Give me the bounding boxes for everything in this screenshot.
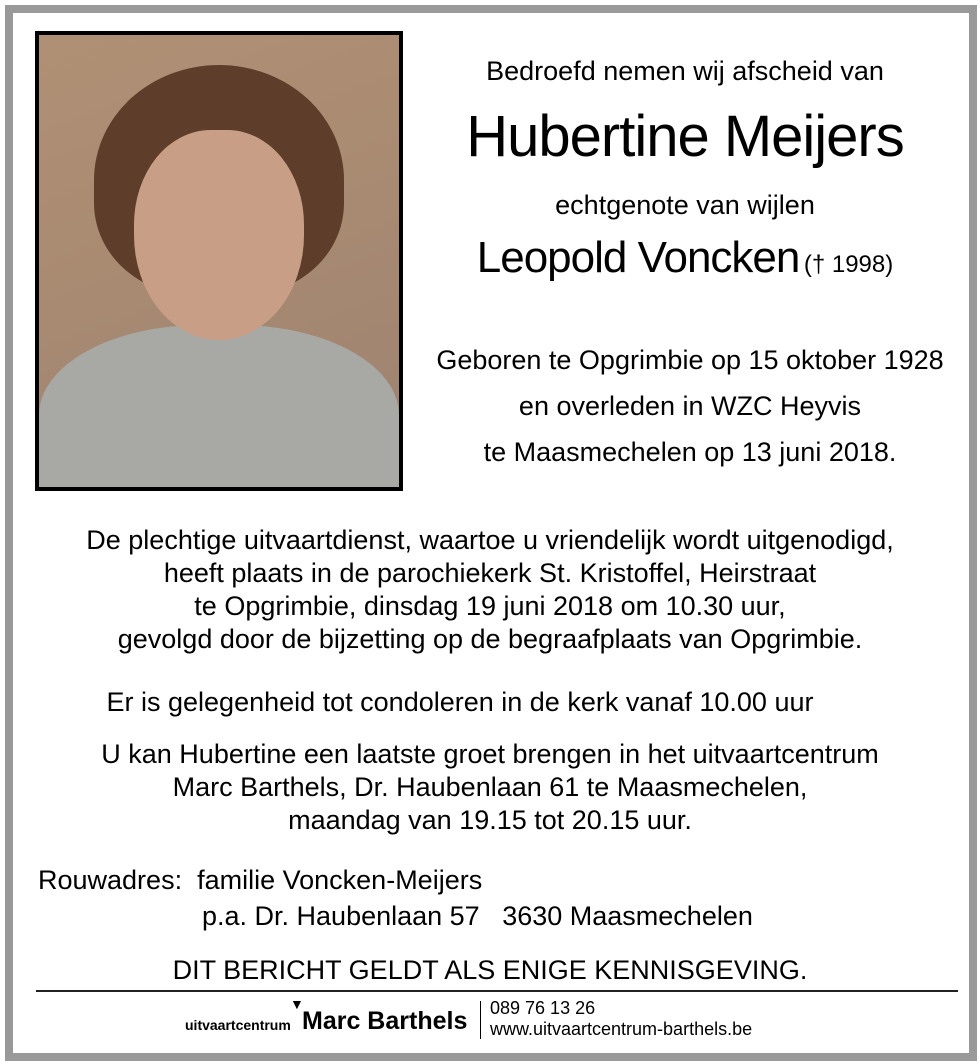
- farewell-info: U kan Hubertine een laatste groet brengen in het uitvaartcentrum Marc Barthels, Dr. Haubenlaan 61 te Maasmechelen, maandag van 19.15 tot 20.15 uur.: [101, 739, 879, 835]
- notice-text: DIT BERICHT GELDT ALS ENIGE KENNISGEVING.: [172, 955, 808, 985]
- deceased-name: Hubertine Meijers: [466, 104, 904, 169]
- triangle-icon: ▼: [290, 996, 304, 1012]
- phone: 089 76 13 26: [490, 998, 596, 1018]
- service-info: De plechtige uitvaartdienst, waartoe u vriendelijk wordt uitgenodigd, heeft plaats in de parochiekerk St. Kristoffel, Heirstraat te Opgrimbie, dinsdag 19 juni 2018 om 10.30 uur, gevolgd door de bijzetting op de begraafplaats van Opgrimbie.: [86, 525, 894, 654]
- birth-death: Geboren te Opgrimbie op 15 oktober 1928 en overleden in WZC Heyvis te Maasmechelen op 13 juni 2018.: [436, 345, 944, 467]
- website-link[interactable]: www.uitvaartcentrum-barthels.be: [490, 1019, 753, 1039]
- divider: [36, 990, 958, 992]
- portrait-photo: [35, 31, 403, 491]
- intro-text: Bedroefd nemen wij afscheid van: [486, 56, 884, 86]
- spouse-line: [420, 233, 950, 283]
- spouse-name: Leopold Voncken: [476, 233, 800, 282]
- spouse-death: († 1998): [803, 251, 894, 278]
- address-line2: p.a. Dr. Haubenlaan 57 3630 Maasmechelen: [202, 901, 753, 931]
- relation-text: echtgenote van wijlen: [555, 190, 815, 220]
- address-block: Rouwadres: familie Voncken-Meijers: [38, 865, 483, 895]
- condolences-info: Er is gelegenheid tot condoleren in de kerk vanaf 10.00 uur: [106, 687, 814, 717]
